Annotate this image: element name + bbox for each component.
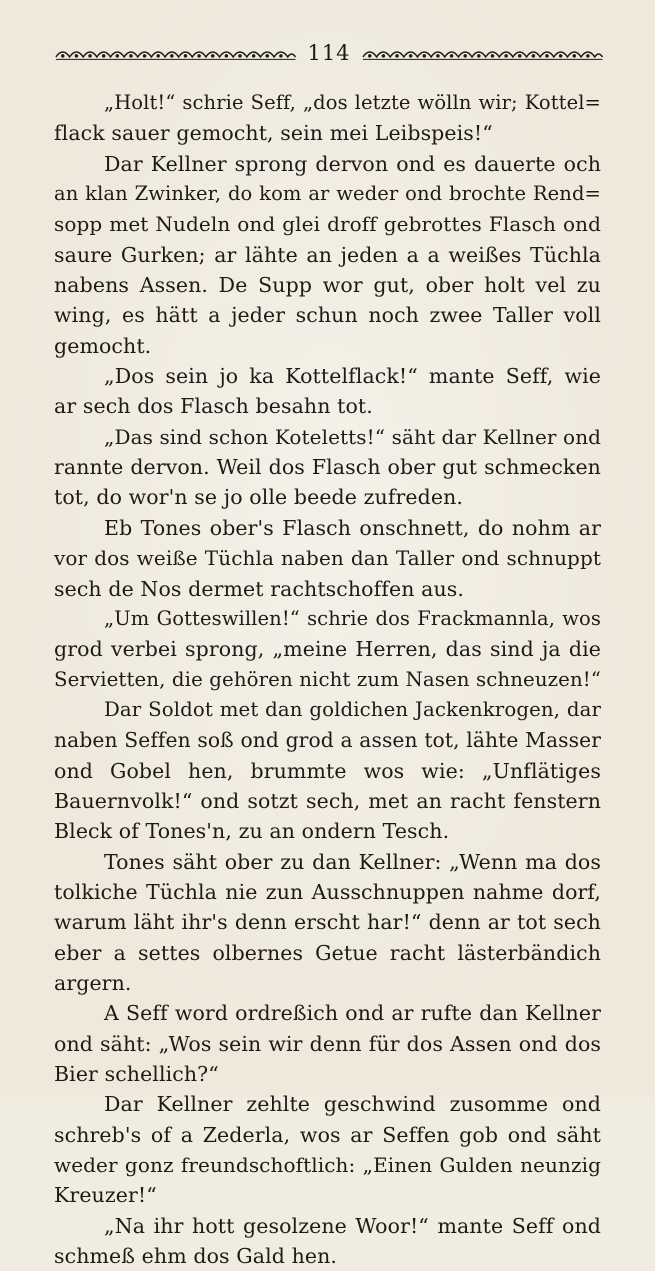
- text-line: ar sech dos Flasch besahn tot.: [54, 394, 373, 419]
- text-line: warum läht ihr's denn erscht har!“ denn ar tot sech: [54, 910, 601, 935]
- text-line: Dar Kellner sprong dervon ond es dauerte och: [104, 151, 601, 176]
- ornament-left-icon: [54, 45, 297, 61]
- text-line: „Dos sein jo ka Kottelflack!“ mante Seff, wie: [104, 364, 601, 389]
- text-line: saure Gurken; ar lähte an jeden a a weißes Tüchla: [54, 242, 601, 267]
- text-line: „Um Gotteswillen!“ schrie dos Frackmannla, wos: [104, 606, 601, 630]
- text-line: eber a settes olbernes Getue racht lästerbändich: [54, 940, 601, 965]
- text-line: A Seff word ordreßich ond ar rufte dan Kellner: [104, 1001, 601, 1026]
- text-line: rannte dervon. Weil dos Flasch ober gut schmecken: [54, 455, 601, 480]
- text-line: an klan Zwinker, do kom ar weder ond brochte Rend=: [54, 182, 601, 206]
- text-line: sech de Nos dermet rachtschoffen aus.: [54, 576, 464, 601]
- text-line: tolkiche Tüchla nie zun Ausschnuppen nahme dorf,: [54, 879, 601, 904]
- text-line: „Das sind schon Koteletts!“ säht dar Kellner ond: [104, 424, 602, 449]
- running-header: [54, 38, 604, 68]
- text-line: Dar Soldot met dan goldichen Jackenkrogen, dar: [104, 697, 601, 721]
- text-line: weder gonz freundschoftlich: „Einen Gulden neunzig: [54, 1153, 601, 1178]
- text-line: vor dos weiße Tüchla naben dan Taller ond schnuppt: [54, 546, 601, 571]
- text-line: „Na ihr hott gesolzene Woor!“ mante Seff ond: [104, 1213, 601, 1238]
- text-line: argern.: [54, 970, 132, 995]
- text-line: schreb's of a Zederla, wos ar Seffen gob ond säht: [54, 1122, 601, 1147]
- text-line: sopp met Nudeln ond glei droff gebrottes Flasch ond: [54, 212, 601, 237]
- body-text: [54, 88, 601, 1271]
- text-line: schmeß ehm dos Gald hen.: [54, 1244, 338, 1269]
- text-line: gemocht.: [54, 333, 152, 358]
- text-line: flack sauer gemocht, sein mei Leibspeis!“: [54, 121, 493, 146]
- text-line: Kreuzer!“: [54, 1183, 157, 1208]
- text-line: ond Gobel hen, brummte wos wie: „Unflätiges: [54, 758, 601, 783]
- text-line: wing, es hätt a jeder schun noch zwee Taller voll: [54, 303, 601, 328]
- text-line: Eb Tones ober's Flasch onschnett, do nohm ar: [104, 515, 601, 540]
- text-line: tot, do wor'n se jo olle beede zufreden.: [54, 485, 464, 510]
- text-line: Servietten, die gehören nicht zum Nasen schneuzen!“: [54, 667, 601, 691]
- text-line: Bauernvolk!“ ond sotzt sech, met an racht fenstern: [54, 788, 601, 813]
- text-line: ond säht: „Wos sein wir denn für dos Assen ond dos: [54, 1031, 601, 1056]
- text-line: naben Seffen soß ond grod a assen tot, lähte Masser: [54, 728, 601, 753]
- text-line: grod verbei sprong, „meine Herren, das sind ja die: [54, 637, 601, 662]
- text-line: Bleck of Tones'n, zu an ondern Tesch.: [54, 819, 450, 844]
- page-number: 114: [307, 40, 351, 65]
- ornament-right-icon: [361, 45, 604, 61]
- text-line: Dar Kellner zehlte geschwind zusomme ond: [104, 1092, 601, 1117]
- text-line: Bier schellich?“: [54, 1062, 219, 1086]
- text-line: Tones säht ober zu dan Kellner: „Wenn ma dos: [104, 849, 601, 874]
- text-line: „Holt!“ schrie Seff, „dos letzte wölln wir; Kottel=: [104, 91, 601, 114]
- text-line: nabens Assen. De Supp wor gut, ober holt vel zu: [54, 273, 601, 298]
